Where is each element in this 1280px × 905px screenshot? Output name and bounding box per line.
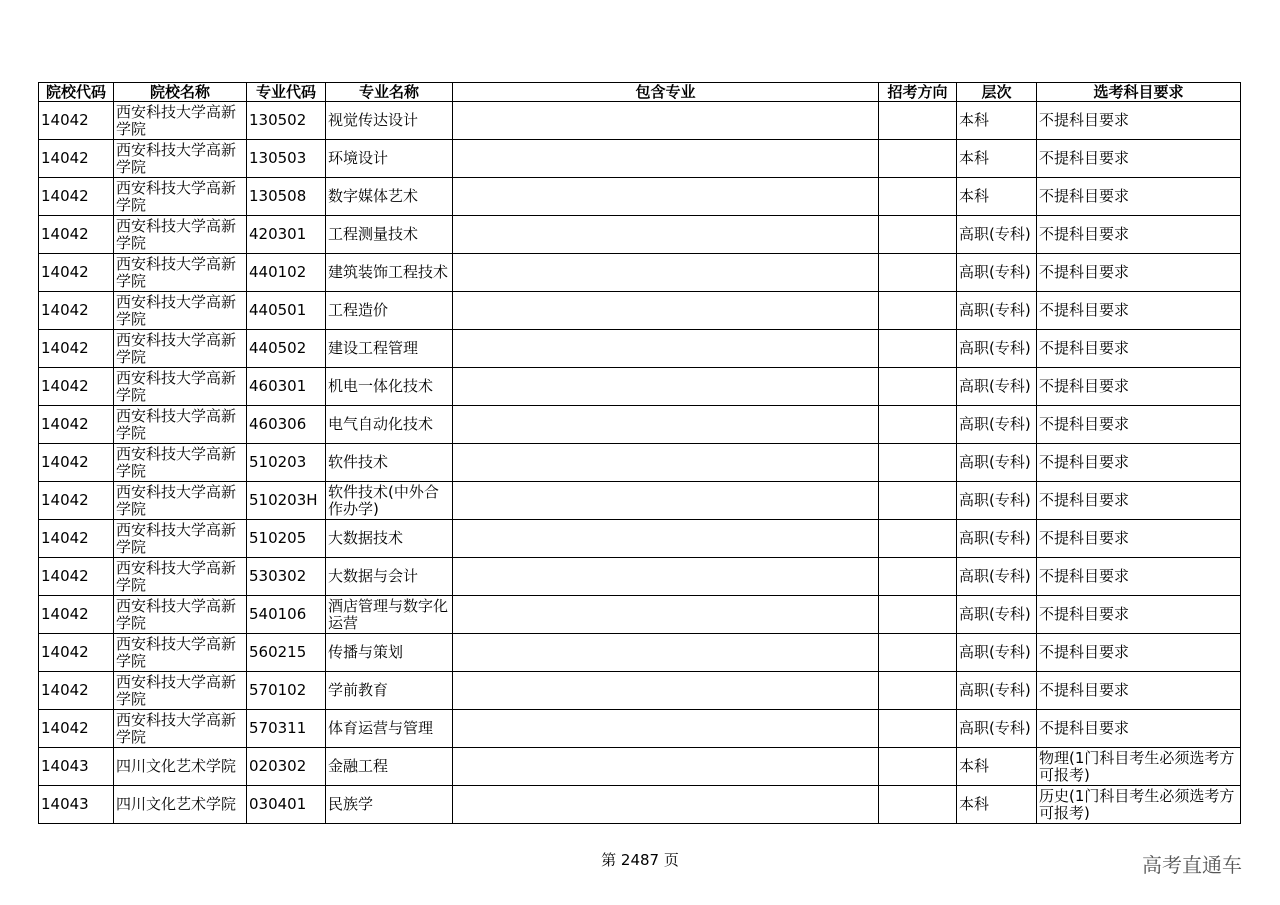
- table-row: [39, 406, 1241, 444]
- cell-school-code: 14043: [39, 786, 114, 824]
- cell-included-majors: [453, 406, 879, 444]
- cell-direction: [879, 254, 957, 292]
- cell-direction: [879, 748, 957, 786]
- cell-level: 高职(专科): [957, 444, 1037, 482]
- table-row: [39, 292, 1241, 330]
- cell-school-code: 14042: [39, 558, 114, 596]
- cell-major-name: 工程测量技术: [326, 216, 453, 254]
- cell-school-name: 四川文化艺术学院: [114, 786, 247, 824]
- cell-level: 高职(专科): [957, 596, 1037, 634]
- cell-requirement: 不提科目要求: [1037, 482, 1241, 520]
- cell-major-name: 金融工程: [326, 748, 453, 786]
- admission-table: [38, 82, 1241, 824]
- cell-direction: [879, 634, 957, 672]
- cell-school-code: 14042: [39, 330, 114, 368]
- cell-level: 高职(专科): [957, 634, 1037, 672]
- cell-school-code: 14042: [39, 254, 114, 292]
- cell-included-majors: [453, 710, 879, 748]
- cell-requirement: 不提科目要求: [1037, 520, 1241, 558]
- cell-major-code: 510203: [247, 444, 326, 482]
- cell-major-name: 建筑装饰工程技术: [326, 254, 453, 292]
- cell-school-code: 14042: [39, 596, 114, 634]
- cell-school-name: 西安科技大学高新学院: [114, 216, 247, 254]
- cell-direction: [879, 102, 957, 140]
- table-row: [39, 178, 1241, 216]
- cell-school-code: 14042: [39, 710, 114, 748]
- cell-included-majors: [453, 786, 879, 824]
- cell-school-name: 西安科技大学高新学院: [114, 368, 247, 406]
- cell-major-name: 电气自动化技术: [326, 406, 453, 444]
- cell-major-name: 机电一体化技术: [326, 368, 453, 406]
- cell-level: 高职(专科): [957, 406, 1037, 444]
- cell-requirement: 不提科目要求: [1037, 710, 1241, 748]
- cell-requirement: 不提科目要求: [1037, 444, 1241, 482]
- cell-level: 高职(专科): [957, 292, 1037, 330]
- cell-direction: [879, 178, 957, 216]
- cell-major-name: 软件技术: [326, 444, 453, 482]
- cell-direction: [879, 216, 957, 254]
- cell-school-name: 西安科技大学高新学院: [114, 558, 247, 596]
- header-row: [39, 83, 1241, 102]
- header-major-name: 专业名称: [326, 83, 453, 102]
- cell-requirement: 不提科目要求: [1037, 178, 1241, 216]
- cell-major-code: 440502: [247, 330, 326, 368]
- cell-major-code: 030401: [247, 786, 326, 824]
- cell-major-name: 视觉传达设计: [326, 102, 453, 140]
- cell-level: 高职(专科): [957, 520, 1037, 558]
- cell-school-code: 14042: [39, 672, 114, 710]
- cell-included-majors: [453, 178, 879, 216]
- watermark: 高考直通车: [1142, 853, 1242, 877]
- cell-requirement: 不提科目要求: [1037, 596, 1241, 634]
- table-row: [39, 710, 1241, 748]
- cell-major-name: 大数据技术: [326, 520, 453, 558]
- cell-major-name: 酒店管理与数字化运营: [326, 596, 453, 634]
- table-row: [39, 558, 1241, 596]
- cell-major-name: 民族学: [326, 786, 453, 824]
- table-row: [39, 786, 1241, 824]
- cell-major-code: 530302: [247, 558, 326, 596]
- cell-major-name: 建设工程管理: [326, 330, 453, 368]
- header-school-code: 院校代码: [39, 83, 114, 102]
- cell-school-name: 四川文化艺术学院: [114, 748, 247, 786]
- cell-included-majors: [453, 102, 879, 140]
- cell-requirement: 不提科目要求: [1037, 672, 1241, 710]
- cell-major-code: 440102: [247, 254, 326, 292]
- cell-level: 高职(专科): [957, 216, 1037, 254]
- header-requirement: 选考科目要求: [1037, 83, 1241, 102]
- table-row: [39, 254, 1241, 292]
- cell-major-name: 软件技术(中外合作办学): [326, 482, 453, 520]
- cell-included-majors: [453, 520, 879, 558]
- cell-direction: [879, 140, 957, 178]
- cell-direction: [879, 482, 957, 520]
- page-number: 第 2487 页: [601, 851, 679, 869]
- cell-level: 高职(专科): [957, 482, 1037, 520]
- cell-level: 本科: [957, 102, 1037, 140]
- cell-included-majors: [453, 140, 879, 178]
- cell-included-majors: [453, 368, 879, 406]
- cell-level: 高职(专科): [957, 330, 1037, 368]
- header-level: 层次: [957, 83, 1037, 102]
- table-row: [39, 216, 1241, 254]
- cell-level: 本科: [957, 178, 1037, 216]
- cell-included-majors: [453, 558, 879, 596]
- cell-included-majors: [453, 254, 879, 292]
- cell-direction: [879, 596, 957, 634]
- cell-school-code: 14042: [39, 520, 114, 558]
- cell-school-name: 西安科技大学高新学院: [114, 292, 247, 330]
- table-row: [39, 330, 1241, 368]
- cell-school-code: 14042: [39, 482, 114, 520]
- cell-major-code: 130502: [247, 102, 326, 140]
- cell-school-code: 14042: [39, 216, 114, 254]
- cell-level: 高职(专科): [957, 710, 1037, 748]
- cell-level: 本科: [957, 748, 1037, 786]
- cell-included-majors: [453, 216, 879, 254]
- cell-school-name: 西安科技大学高新学院: [114, 140, 247, 178]
- header-included-majors: 包含专业: [453, 83, 879, 102]
- table-row: [39, 102, 1241, 140]
- cell-major-code: 130508: [247, 178, 326, 216]
- cell-requirement: 不提科目要求: [1037, 292, 1241, 330]
- table-row: [39, 444, 1241, 482]
- cell-school-code: 14042: [39, 444, 114, 482]
- header-direction: 招考方向: [879, 83, 957, 102]
- cell-school-name: 西安科技大学高新学院: [114, 710, 247, 748]
- cell-requirement: 不提科目要求: [1037, 140, 1241, 178]
- cell-major-code: 570311: [247, 710, 326, 748]
- cell-level: 本科: [957, 786, 1037, 824]
- cell-school-code: 14042: [39, 368, 114, 406]
- cell-included-majors: [453, 292, 879, 330]
- cell-requirement: 不提科目要求: [1037, 330, 1241, 368]
- cell-direction: [879, 710, 957, 748]
- cell-included-majors: [453, 634, 879, 672]
- cell-school-code: 14042: [39, 178, 114, 216]
- cell-included-majors: [453, 444, 879, 482]
- table-row: [39, 368, 1241, 406]
- header-school-name: 院校名称: [114, 83, 247, 102]
- cell-major-name: 学前教育: [326, 672, 453, 710]
- cell-direction: [879, 520, 957, 558]
- header-major-code: 专业代码: [247, 83, 326, 102]
- cell-major-code: 460301: [247, 368, 326, 406]
- cell-major-code: 560215: [247, 634, 326, 672]
- cell-school-name: 西安科技大学高新学院: [114, 634, 247, 672]
- cell-included-majors: [453, 672, 879, 710]
- cell-major-code: 570102: [247, 672, 326, 710]
- cell-included-majors: [453, 748, 879, 786]
- cell-school-name: 西安科技大学高新学院: [114, 406, 247, 444]
- cell-direction: [879, 330, 957, 368]
- cell-major-code: 440501: [247, 292, 326, 330]
- cell-major-code: 130503: [247, 140, 326, 178]
- cell-included-majors: [453, 482, 879, 520]
- cell-direction: [879, 368, 957, 406]
- cell-school-name: 西安科技大学高新学院: [114, 444, 247, 482]
- cell-level: 本科: [957, 140, 1037, 178]
- cell-level: 高职(专科): [957, 254, 1037, 292]
- cell-major-name: 大数据与会计: [326, 558, 453, 596]
- table-body: [39, 102, 1241, 824]
- cell-requirement: 物理(1门科目考生必须选考方可报考): [1037, 748, 1241, 786]
- cell-requirement: 不提科目要求: [1037, 368, 1241, 406]
- cell-major-code: 510205: [247, 520, 326, 558]
- cell-school-code: 14042: [39, 406, 114, 444]
- cell-major-code: 510203H: [247, 482, 326, 520]
- cell-school-name: 西安科技大学高新学院: [114, 254, 247, 292]
- cell-school-name: 西安科技大学高新学院: [114, 596, 247, 634]
- cell-level: 高职(专科): [957, 368, 1037, 406]
- table-row: [39, 596, 1241, 634]
- cell-school-code: 14042: [39, 140, 114, 178]
- table-row: [39, 672, 1241, 710]
- cell-major-code: 460306: [247, 406, 326, 444]
- cell-direction: [879, 558, 957, 596]
- table-row: [39, 634, 1241, 672]
- cell-direction: [879, 786, 957, 824]
- table-row: [39, 520, 1241, 558]
- cell-major-name: 传播与策划: [326, 634, 453, 672]
- cell-school-name: 西安科技大学高新学院: [114, 482, 247, 520]
- cell-included-majors: [453, 596, 879, 634]
- cell-direction: [879, 406, 957, 444]
- cell-major-name: 数字媒体艺术: [326, 178, 453, 216]
- cell-school-name: 西安科技大学高新学院: [114, 102, 247, 140]
- cell-major-name: 体育运营与管理: [326, 710, 453, 748]
- cell-school-code: 14042: [39, 102, 114, 140]
- cell-school-name: 西安科技大学高新学院: [114, 672, 247, 710]
- cell-requirement: 历史(1门科目考生必须选考方可报考): [1037, 786, 1241, 824]
- table-row: [39, 748, 1241, 786]
- cell-requirement: 不提科目要求: [1037, 558, 1241, 596]
- cell-school-code: 14043: [39, 748, 114, 786]
- cell-direction: [879, 292, 957, 330]
- cell-level: 高职(专科): [957, 672, 1037, 710]
- cell-requirement: 不提科目要求: [1037, 102, 1241, 140]
- cell-requirement: 不提科目要求: [1037, 216, 1241, 254]
- cell-major-name: 环境设计: [326, 140, 453, 178]
- cell-major-code: 420301: [247, 216, 326, 254]
- cell-major-code: 540106: [247, 596, 326, 634]
- cell-requirement: 不提科目要求: [1037, 634, 1241, 672]
- cell-school-code: 14042: [39, 634, 114, 672]
- cell-requirement: 不提科目要求: [1037, 406, 1241, 444]
- cell-school-name: 西安科技大学高新学院: [114, 178, 247, 216]
- cell-direction: [879, 444, 957, 482]
- cell-major-code: 020302: [247, 748, 326, 786]
- cell-school-code: 14042: [39, 292, 114, 330]
- cell-requirement: 不提科目要求: [1037, 254, 1241, 292]
- cell-level: 高职(专科): [957, 558, 1037, 596]
- cell-direction: [879, 672, 957, 710]
- cell-school-name: 西安科技大学高新学院: [114, 520, 247, 558]
- table-row: [39, 482, 1241, 520]
- cell-major-name: 工程造价: [326, 292, 453, 330]
- table-row: [39, 140, 1241, 178]
- cell-included-majors: [453, 330, 879, 368]
- cell-school-name: 西安科技大学高新学院: [114, 330, 247, 368]
